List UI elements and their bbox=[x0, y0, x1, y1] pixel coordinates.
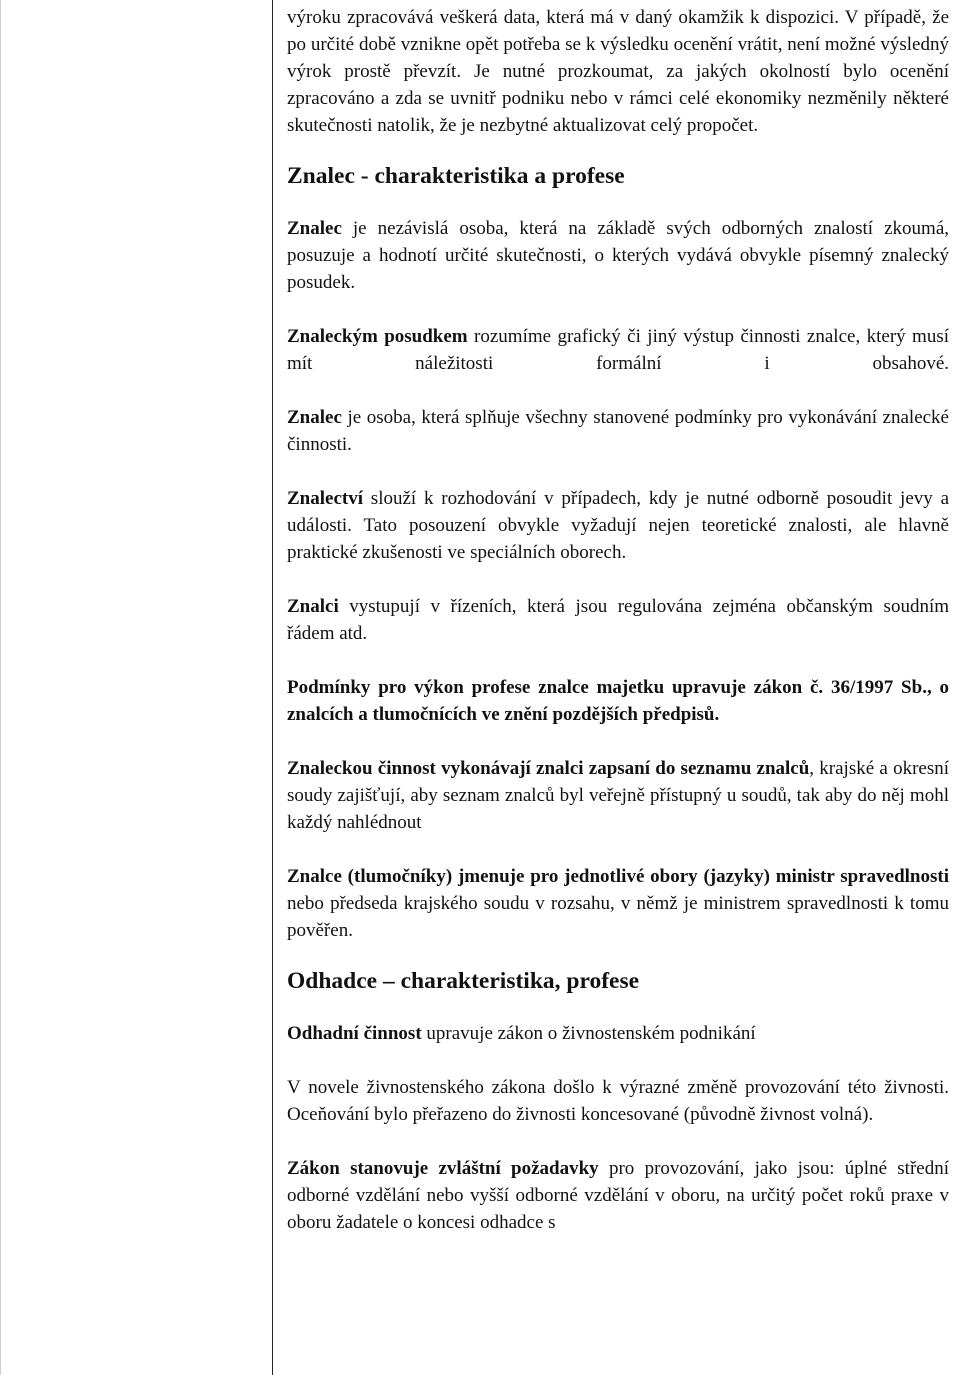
paragraph-znalecky-posudek bbox=[287, 323, 949, 377]
paragraph-odhadni-cinnost bbox=[287, 1020, 949, 1047]
paragraph-text: rozumíme grafický či jiný výstup činnosti znalce, který musí mít náležitosti formální i obsahové. bbox=[287, 326, 950, 374]
paragraph-text: , krajské a okresní soudy zajišťují, aby seznam znalců byl veřejně přístupný u soudů, tak aby do něj mohl každý nahlédnout bbox=[287, 758, 949, 833]
paragraph-znalec-osoba bbox=[287, 404, 949, 458]
paragraph-znalectvi bbox=[287, 485, 949, 566]
bold-term: Znaleckou činnost vykonávají znalci zapsaní do seznamu znalců bbox=[287, 758, 810, 779]
paragraph-jmenovani-znalcu bbox=[287, 863, 949, 944]
bold-term: Znalec bbox=[287, 407, 342, 428]
paragraph-text: slouží k rozhodování v případech, kdy je nutné odborně posoudit jevy a události. Tato posouzení obvykle vyžadují nejen teoretické znalosti, ale hlavně praktické zkušenosti ve speciálních oborech. bbox=[287, 488, 949, 563]
paragraph-novela: V novele živnostenského zákona došlo k výrazné změně provozování této živnosti. Oceňování bylo přeřazeno do živnosti koncesované (původně živnost volná). bbox=[287, 1077, 949, 1125]
paragraph-podminky-zakon: Podmínky pro výkon profese znalce majetku upravuje zákon č. 36/1997 Sb., o znalcích a tlumočnících ve znění pozdějších předpisů. bbox=[287, 677, 949, 725]
paragraph-zvlastni-pozadavky bbox=[287, 1155, 949, 1236]
section-heading-znalec: Znalec - charakteristika a profese bbox=[287, 163, 625, 189]
bold-term: Zákon stanovuje zvláštní požadavky bbox=[287, 1158, 599, 1179]
intro-paragraph: výroku zpracovává veškerá data, která má v daný okamžik k dispozici. V případě, že po určité době vznikne opět potřeba se k výsledku ocenění vrátit, není možné výsledný výrok prostě převzít. Je nutné prozkoumat, za jakých okolností bylo ocenění zpracováno a zda se uvnitř podniku nebo v rámci celé ekonomiky nezměnily některé skutečnosti natolik, že je nezbytné aktualizovat celý propočet. bbox=[287, 7, 949, 136]
bold-term: Znalec bbox=[287, 218, 342, 239]
paragraph-text: pro provozování, jako jsou: úplné střední odborné vzdělání nebo vyšší odborné vzdělání v oboru, na určitý počet roků praxe v oboru žadatele o koncesi odhadce s bbox=[287, 1158, 950, 1233]
paragraph-text: vystupují v řízeních, která jsou regulována zejména občanským soudním řádem atd. bbox=[287, 596, 949, 644]
section-heading-odhadce: Odhadce – charakteristika, profese bbox=[287, 968, 640, 994]
bold-term: Znaleckým posudkem bbox=[287, 326, 468, 347]
bold-term: Znalectví bbox=[287, 488, 363, 509]
paragraph-znalci bbox=[287, 593, 949, 647]
bold-term: Znalce (tlumočníky) jmenuje pro jednotlivé obory (jazyky) ministr spravedlnosti bbox=[287, 866, 949, 887]
left-empty-column bbox=[0, 0, 273, 1375]
paragraph-text: nebo předseda krajského soudu v rozsahu, v němž je ministrem spravedlnosti k tomu pověřen. bbox=[287, 893, 949, 941]
paragraph-seznam-znalcu bbox=[287, 755, 949, 836]
paragraph-text: je osoba, která splňuje všechny stanovené podmínky pro vykonávání znalecké činnosti. bbox=[287, 407, 949, 455]
paragraph-znalec-definition bbox=[287, 215, 949, 296]
text-column bbox=[287, 4, 949, 1236]
paragraph-text: upravuje zákon o živnostenském podnikání bbox=[421, 1023, 756, 1044]
bold-term: Znalci bbox=[287, 596, 339, 617]
bold-term: Odhadní činnost bbox=[287, 1023, 422, 1044]
paragraph-text: je nezávislá osoba, která na základě svých odborných znalostí zkoumá, posuzuje a hodnotí určité skutečnosti, o kterých vydává obvykle písemný znalecký posudek. bbox=[287, 218, 949, 293]
